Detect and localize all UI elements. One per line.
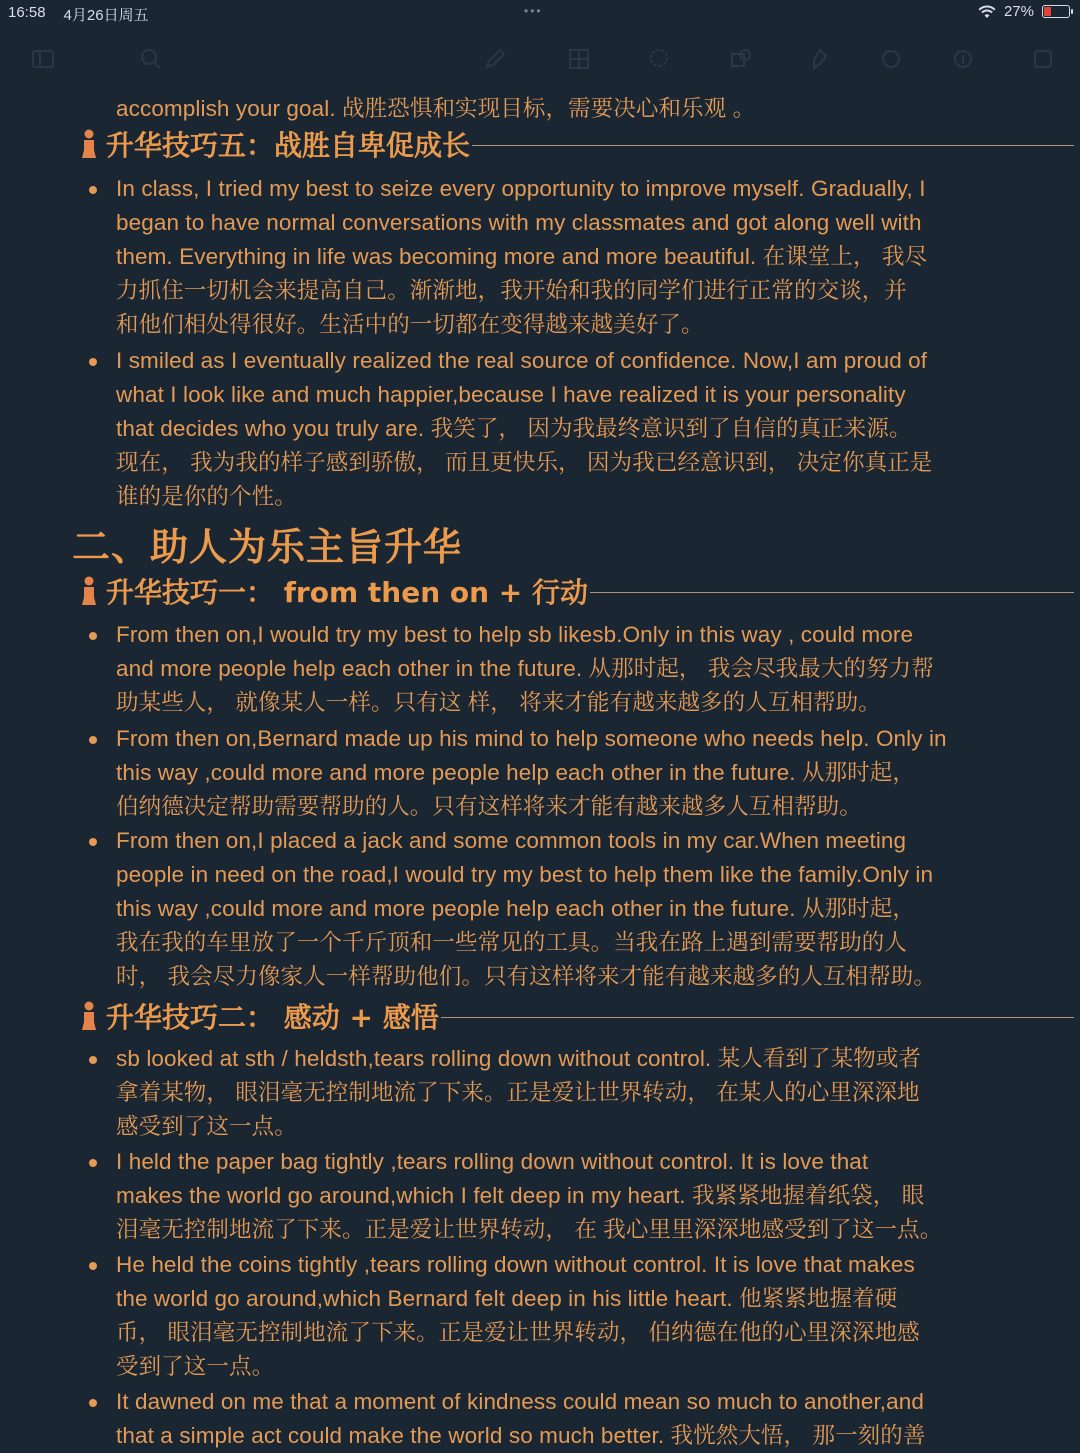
- tip2-item4-line1: It dawned on me that a moment of kindness could mean so much to another,and: [116, 1389, 924, 1414]
- tip2-item3-line1: He held the coins tightly ,tears rolling down without control. It is love that makes: [116, 1252, 915, 1277]
- tip1-item3-line4: 我在我的车里放了一个千斤顶和一些常见的工具。当我在路上遇到需要帮助的人: [116, 930, 908, 955]
- tip1-item3-line3: this way ,could more and more people help each other in the future. 从那时起，: [116, 896, 915, 921]
- bullet: [89, 358, 97, 366]
- shapes-icon[interactable]: [728, 46, 754, 72]
- bullet: [89, 1399, 97, 1407]
- bullet: [89, 736, 97, 744]
- tip2-item1-line1: sb looked at sth / heldsth,tears rolling down without control. 某人看到了某物或者: [116, 1046, 922, 1071]
- tip2-item1-line3: 感受到了这一点。: [116, 1114, 297, 1139]
- tip1-item2-line2: this way ,could more and more people help each other in the future. 从那时起，: [116, 760, 915, 785]
- tip5-heading-text: 升华技巧五：战胜自卑促成长: [106, 129, 471, 162]
- more-icon[interactable]: [1030, 46, 1056, 72]
- tip2-heading: [78, 996, 1074, 1036]
- tip5-item2-line5: 谁的是你的个性。: [116, 484, 297, 509]
- tip1-item2-line1: From then on,Bernard made up his mind to help someone who needs help. Only in: [116, 726, 947, 751]
- wifi-icon: [978, 5, 996, 19]
- person-icon: [78, 128, 100, 160]
- heading-rule: [590, 592, 1074, 593]
- highlighter-icon[interactable]: [806, 46, 832, 72]
- tip1-heading-text: 升华技巧一： from then on + 行动: [106, 576, 589, 609]
- tip1-item1-line2: and more people help each other in the future. 从那时起， 我会尽我最大的努力帮: [116, 656, 934, 681]
- battery-icon: [1042, 5, 1070, 18]
- tip5-item2-line1: I smiled as I eventually realized the real source of confidence. Now,I am proud of: [116, 348, 928, 373]
- tip1-item3-line2: people in need on the road,I would try my best to help them like the family.Only in: [116, 862, 934, 887]
- heading-rule: [472, 145, 1074, 146]
- bullet: [89, 1159, 97, 1167]
- status-left: [8, 4, 149, 25]
- tip2-item3-line2: the world go around,which Bernard felt deep in his little heart. 他紧紧地握着硬: [116, 1286, 898, 1311]
- tip5-item2-line4: 现在， 我为我的样子感到骄傲， 而且更快乐， 因为我已经意识到， 决定你真正是: [116, 450, 933, 475]
- tip5-item1-line4: 力抓住一切机会来提高自己。渐渐地，我开始和我的同学们进行正常的交谈，并: [116, 278, 908, 303]
- eraser-icon[interactable]: [878, 46, 904, 72]
- status-time: 16:58: [8, 4, 46, 21]
- tip5-item2-line3: that decides who you truly are. 我笑了， 因为我最终意识到了自信的真正来源。: [116, 416, 912, 441]
- battery-percent: 27%: [1003, 3, 1034, 20]
- person-icon: [78, 1000, 100, 1032]
- person-icon: [78, 575, 100, 607]
- tip5-item1-line2: began to have normal conversations with my classmates and got along well with: [116, 210, 922, 235]
- tip1-item1-line1: From then on,I would try my best to help sb likesb.Only in this way , could more: [116, 622, 914, 647]
- sidebar-icon[interactable]: [30, 46, 56, 72]
- tip5-item1-line1: In class, I tried my best to seize every opportunity to improve myself. Gradually, I: [116, 176, 926, 201]
- tip2-item4-line2: that a simple act could make the world so much better. 我恍然大悟， 那一刻的善: [116, 1423, 926, 1448]
- tip5-item1-line3: them. Everything in life was becoming more and more beautiful. 在课堂上， 我尽: [116, 244, 928, 269]
- tip1-item3-line5: 时， 我会尽力像家人一样帮助他们。只有这样将来才能有越来越多的人互相帮助。: [116, 964, 936, 989]
- bullet: [89, 1262, 97, 1270]
- lasso-icon[interactable]: [646, 46, 672, 72]
- bullet: [89, 186, 97, 194]
- heading-rule: [441, 1017, 1074, 1018]
- bullet: [89, 838, 97, 846]
- tip2-item2-line1: I held the paper bag tightly ,tears rolling down without control. It is love that: [116, 1149, 869, 1174]
- tip1-item2-line3: 伯纳德决定帮助需要帮助的人。只有这样将来才能有越来越多人互相帮助。: [116, 794, 862, 819]
- status-right: [978, 3, 1070, 20]
- pen-icon[interactable]: [482, 46, 508, 72]
- tip2-item2-line3: 泪毫无控制地流了下来。正是爱让世界转动， 在 我心里里深深地感受到了这一点。: [116, 1217, 943, 1242]
- text-icon[interactable]: [950, 46, 976, 72]
- tip5-heading: [78, 124, 1074, 164]
- section-heading: 二、助人为乐主旨升华: [72, 525, 463, 569]
- notes-toolbar: [0, 40, 1080, 80]
- tip5-item1-line5: 和他们相处得很好。生活中的一切都在变得越来越美好了。: [116, 312, 704, 337]
- tip2-item3-line4: 受到了这一点。: [116, 1354, 275, 1379]
- tip1-item3-line1: From then on,I placed a jack and some common tools in my car.When meeting: [116, 828, 907, 853]
- tip1-item1-line3: 助某些人， 就像某人一样。只有这 样， 将来才能有越来越多的人互相帮助。: [116, 690, 881, 715]
- tip5-item2-line2: what I look like and much happier,because I have realized it is your personality: [116, 382, 906, 407]
- grid-icon[interactable]: [566, 46, 592, 72]
- tip2-item1-line2: 拿着某物， 眼泪毫无控制地流了下来。正是爱让世界转动， 在某人的心里深深地: [116, 1080, 920, 1105]
- status-date: 4月26日周五: [63, 7, 149, 24]
- tip2-item2-line2: makes the world go around,which I felt deep in my heart. 我紧紧地握着纸袋， 眼: [116, 1183, 925, 1208]
- tip2-item3-line3: 币， 眼泪毫无控制地流了下来。正是爱让世界转动， 伯纳德在他的心里深深地感: [116, 1320, 920, 1345]
- status-bar: [0, 0, 1080, 26]
- bullet: [89, 632, 97, 640]
- bullet: [89, 1056, 97, 1064]
- multitasking-dots[interactable]: •••: [524, 4, 543, 18]
- tip1-heading: [78, 571, 1074, 611]
- note-line: accomplish your goal. 战胜恐惧和实现目标，需要决心和乐观 。: [116, 96, 756, 121]
- search-icon[interactable]: [138, 46, 164, 72]
- tip2-heading-text: 升华技巧二： 感动 + 感悟: [106, 1001, 439, 1034]
